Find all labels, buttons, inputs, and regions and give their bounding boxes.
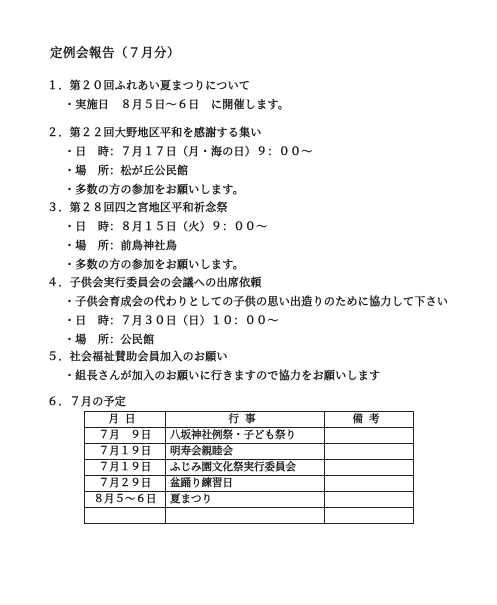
schedule-table	[84, 411, 414, 524]
cell-event: 明寿会親睦会	[166, 444, 325, 460]
section-heading: １．第２０回ふれあい夏まつりについて	[47, 79, 251, 92]
section-peace-prayer	[47, 198, 267, 274]
section-peace-gathering	[47, 123, 313, 199]
section-item: ・多数の方の参加をお願いします。	[64, 258, 244, 271]
section-children-committee	[47, 273, 448, 349]
section-item: ・実施日 ８月５日～６日 に開催します。	[64, 98, 290, 111]
section-heading: ４．子供会実行委員会の会議への出席依頼	[47, 276, 262, 289]
section-july-schedule	[47, 392, 126, 411]
section-item: ・場 所：公民館	[64, 333, 155, 346]
section-item: ・多数の方の参加をお願いします。	[64, 183, 244, 196]
section-item: ・組長さんが加入のお願いに行きますので協力をお願いします	[64, 369, 381, 382]
cell-note	[325, 460, 414, 476]
section-welfare-membership	[47, 347, 380, 385]
section-heading: ６．７月の予定	[47, 395, 127, 408]
column-header-date: 月日	[85, 412, 166, 428]
section-item: ・子供会育成会の代わりとしての子供の思い出造りのために協力して下さい	[64, 295, 449, 308]
section-heading: ３．第２８回四之宮地区平和祈念祭	[47, 201, 228, 214]
document-title: 定例会報告（７月分）	[50, 45, 181, 60]
cell-note	[325, 476, 414, 492]
cell-event: ふじみ園文化祭実行委員会	[166, 460, 325, 476]
column-header-event: 行事	[166, 412, 325, 428]
section-heading: ２．第２２回大野地区平和を感謝する集い	[47, 126, 262, 139]
section-item: ・場 所：前鳥神社鳥	[64, 239, 177, 252]
cell-date: ７月１９日	[85, 444, 166, 460]
section-item: ・日 時：８月１５日（火）９：００～	[64, 220, 268, 233]
table-row	[85, 508, 414, 524]
cell-note	[325, 428, 414, 444]
section-item: ・日 時：７月１７日（月・海の日）９：００～	[64, 145, 313, 158]
table-header-row	[85, 412, 414, 428]
cell-note	[325, 508, 414, 524]
table-row	[85, 428, 414, 444]
table-row	[85, 476, 414, 492]
cell-date: ７月２９日	[85, 476, 166, 492]
section-item: ・場 所：松が丘公民館	[64, 164, 189, 177]
section-item: ・日 時：７月３０日（日）１０：００～	[64, 314, 279, 327]
cell-note	[325, 444, 414, 460]
table-row	[85, 444, 414, 460]
cell-event: 八坂神社例祭・子ども祭り	[166, 428, 325, 444]
cell-note	[325, 492, 414, 508]
table-row	[85, 460, 414, 476]
cell-event	[166, 508, 325, 524]
section-heading: ５．社会福祉賛助会員加入のお願い	[47, 350, 228, 363]
cell-date: ７月 ９日	[85, 428, 166, 444]
cell-event: 盆踊り練習日	[166, 476, 325, 492]
cell-event: 夏まつり	[166, 492, 325, 508]
cell-date: ８月５～６日	[85, 492, 166, 508]
cell-date	[85, 508, 166, 524]
column-header-note: 備考	[325, 412, 414, 428]
table-row	[85, 492, 414, 508]
section-summer-festival	[47, 76, 289, 114]
cell-date: ７月１９日	[85, 460, 166, 476]
